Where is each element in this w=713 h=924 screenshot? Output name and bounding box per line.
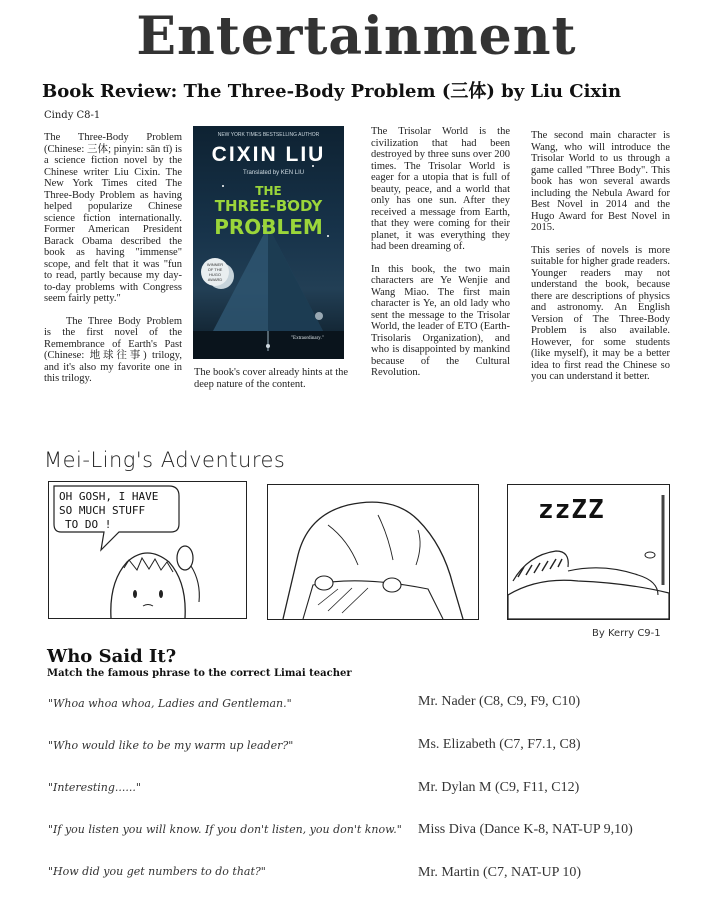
comic-drawing-blanket bbox=[268, 485, 478, 619]
cover-top-line: NEW YORK TIMES BESTSELLING AUTHOR bbox=[217, 132, 320, 138]
teacher-4: Miss Diva (Dance K-8, NAT-UP 9,10) bbox=[418, 822, 633, 837]
comic-title: Mei-Ling's Adventures bbox=[44, 448, 286, 472]
cover-title-line1: THE bbox=[255, 184, 282, 198]
teacher-1: Mr. Nader (C8, C9, F9, C10) bbox=[418, 694, 581, 709]
comic-panel-2 bbox=[267, 484, 479, 620]
comic-panel-3 bbox=[507, 484, 670, 620]
teacher-2: Ms. Elizabeth (C7, F7.1, C8) bbox=[418, 737, 581, 752]
quote-5: "How did you get numbers to do that?" bbox=[48, 865, 266, 878]
quiz-instruction: Match the famous phrase to the correct Limai teacher bbox=[47, 668, 352, 679]
quote-4: "If you listen you will know. If you don't listen, you don't know." bbox=[48, 823, 402, 836]
book-cover-image bbox=[193, 126, 344, 359]
cover-title-line3: PROBLEM bbox=[214, 215, 323, 239]
cover-caption: The book's cover already hints at the deep nature of the content. bbox=[194, 367, 349, 390]
review-paragraph: The Trisolar World is the civilization that had been destroyed by three suns over 200 times. The Trisolar World is eager for a utopia that is full of beauty, peace, and a world that only has one sun. After they received a message from Earth, that they were coming for their planet, it was everything they had been dreaming of. bbox=[371, 126, 510, 252]
cover-author: CIXIN LIU bbox=[211, 143, 326, 166]
review-paragraph: The second main character is Wang, who will introduce the Trisolar World to us through a game called "Three Body". This book has won several awards including the Nebula Award for Best Novel in 2014 and the Hugo Award for Best Novel in 2015. bbox=[531, 130, 670, 233]
review-title: Book Review: The Three-Body Problem (三体) by Liu Cixin bbox=[42, 81, 622, 102]
speech-text-line1: OH GOSH, I HAVE bbox=[59, 490, 159, 503]
quote-2: "Who would like to be my warm up leader?" bbox=[48, 739, 294, 752]
sleep-zzz-text: zzZZ bbox=[538, 495, 605, 525]
cover-blurb: "Extraordinary." bbox=[291, 336, 324, 341]
section-masthead: Entertainment bbox=[136, 6, 577, 67]
review-column-3 bbox=[371, 126, 510, 390]
cover-translator: Translated by KEN LIU bbox=[243, 170, 305, 176]
review-paragraph: The Three-Body Problem (Chinese: 三体; pinyin: sān tǐ) is a science fiction novel by the Chinese writer Liu Cixin. The New York Times cited The Three-Body Problem as having helped popularize Chinese science fiction internationally. Former American President Barack Obama described the book as having "immense" scope, and felt that it was "fun to read, partly because my day-to-day problems with Congress seem fairly petty." bbox=[44, 132, 182, 304]
comic-panel-1 bbox=[48, 481, 247, 619]
review-paragraph: The Three Body Problem is the first novel of the Remembrance of Earth's Past (Chinese: 地球往事) trilogy, and it's also my favorite one in this trilogy. bbox=[44, 315, 182, 384]
cover-title-line2: THREE-BODY bbox=[214, 197, 323, 215]
teacher-3: Mr. Dylan M (C9, F11, C12) bbox=[418, 780, 580, 795]
hand-shape bbox=[383, 578, 401, 592]
hand-shape bbox=[315, 576, 333, 590]
review-byline: Cindy C8-1 bbox=[44, 110, 101, 121]
comic-credit: By Kerry C9-1 bbox=[592, 628, 661, 639]
review-column-4 bbox=[531, 130, 670, 394]
hugo-award-badge: WINNER OF THE HUGO AWARD bbox=[201, 258, 229, 286]
review-paragraph: In this book, the two main characters are Ye Wenjie and Wang Miao. The first main character is Ye, an old lady who sent the message to the Trisolar World, the leader of ETO (Earth-Trisolaris Organization), and who is disappointed by mankind because of the Cultural Revolution. bbox=[371, 263, 510, 378]
quote-1: "Whoa whoa whoa, Ladies and Gentleman." bbox=[48, 697, 292, 710]
quiz-title: Who Said It? bbox=[47, 646, 177, 667]
quote-3: "Interesting......" bbox=[48, 781, 141, 794]
speech-text-line3: TO DO ! bbox=[65, 518, 112, 531]
review-paragraph: This series of novels is more suitable for higher grade readers. Younger readers may not understand the book, because there are descriptions of physics and astronomy. An English Version of The Three-Body Problem is also available. However, for some students (like myself), it may be a better idea to first read the Chinese so you can understand it better. bbox=[531, 244, 670, 382]
speech-text-line2: SO MUCH STUFF bbox=[59, 504, 146, 517]
review-column-1 bbox=[44, 132, 182, 396]
teacher-5: Mr. Martin (C7, NAT-UP 10) bbox=[418, 865, 582, 880]
